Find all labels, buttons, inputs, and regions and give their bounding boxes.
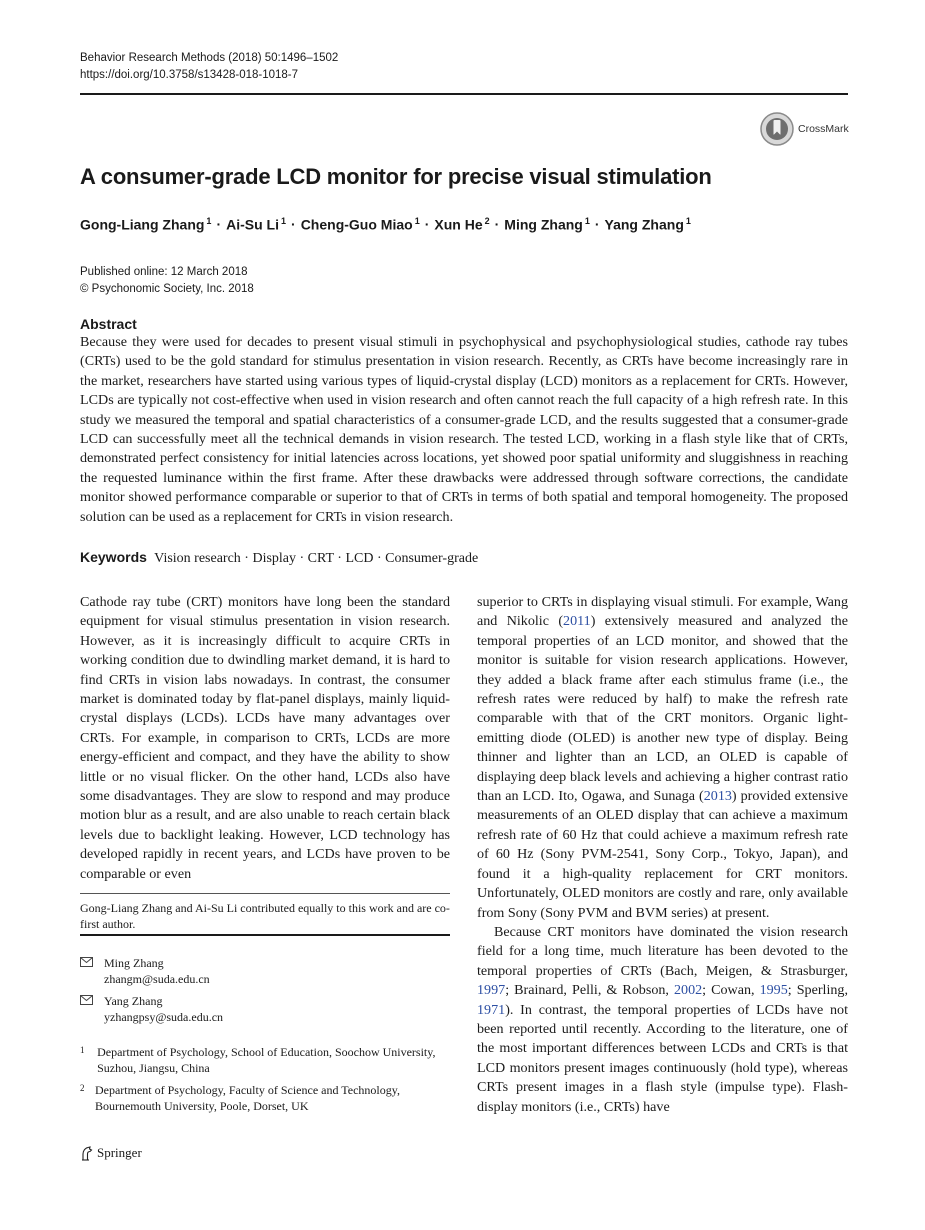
affiliation-text: Department of Psychology, School of Education, Soochow University, Suzhou, Jiangsu, China bbox=[97, 1045, 436, 1075]
publisher-name: Springer bbox=[97, 1145, 142, 1160]
keywords-line bbox=[80, 549, 478, 567]
affiliation bbox=[80, 1082, 450, 1114]
keywords-label: Keywords bbox=[80, 549, 147, 565]
affiliation-marker: 2 bbox=[484, 216, 490, 226]
affiliation bbox=[80, 1044, 450, 1076]
equal-contribution-note: Gong-Liang Zhang and Ai-Su Li contributed equally to this work and are co-first author. bbox=[80, 901, 450, 931]
envelope-icon bbox=[80, 993, 104, 1025]
contact-name: Yang Zhang bbox=[104, 994, 163, 1008]
author-list bbox=[80, 216, 691, 233]
affiliation-number: 2 bbox=[80, 1083, 85, 1093]
footnote-divider bbox=[80, 934, 450, 936]
author-name: Ming Zhang $^1$ bbox=[504, 216, 590, 233]
running-header bbox=[80, 50, 338, 84]
contact-email[interactable]: zhangm@suda.edu.cn bbox=[104, 972, 210, 986]
affiliation-number: 1 bbox=[80, 1045, 85, 1055]
affiliation-marker: 1 bbox=[281, 216, 287, 226]
citation-link[interactable]: 2011 bbox=[563, 613, 591, 630]
citation-link[interactable]: 2013 bbox=[703, 788, 732, 805]
citation-link[interactable]: 1997 bbox=[477, 982, 506, 999]
author-separator: · bbox=[594, 216, 600, 232]
publisher-logo bbox=[80, 1145, 142, 1161]
body-paragraph: Cathode ray tube (CRT) monitors have long been the standard equipment for visual stimulus presentation in vision research. However, as it is increasingly difficult to acquire CRTs in working condition due to dwindling market demand, it is hard to find CRTs in vision labs nowadays. In contrast, the consumer market is dominated today by flat-panel displays, mainly liquid-crystal displays (LCDs). LCDs have many advantages over CRTs. For example, in comparison to CRTs, LCDs are more energy-efficient and compact, and they have the ability to show little or no visual flicker. On the other hand, LCDs also have some disadvantages. They are slow to respond and may produce motion blur as a result, and are also unable to reach certain black levels due to backlight leaking. However, LCD technology has developed rapidly in recent years, and LCDs have proven to be comparable or even bbox=[80, 594, 450, 882]
citation-link[interactable]: 2002 bbox=[673, 982, 703, 999]
footnote-divider bbox=[80, 893, 450, 894]
author-name: Ai-Su Li $^1$ bbox=[226, 216, 287, 233]
doi-link[interactable]: https://doi.org/10.3758/s13428-018-1018-7 bbox=[80, 69, 299, 81]
body-column-right bbox=[477, 593, 848, 1117]
author-name: Gong-Liang Zhang $^1$ bbox=[80, 216, 212, 233]
contact-email[interactable]: yzhangpsy@suda.edu.cn bbox=[104, 1010, 224, 1024]
author-separator: · bbox=[291, 216, 296, 232]
affiliation-marker: 1 bbox=[685, 216, 691, 226]
contact-name: Ming Zhang bbox=[104, 956, 164, 970]
author-name: Yang Zhang $^1$ bbox=[604, 216, 691, 233]
crossmark-icon bbox=[760, 112, 794, 146]
body-paragraph: Because CRT monitors have dominated the vision research field for a long time, much literature has been devoted to the temporal properties of CRTs (Bach, Meigen, & Strasburger, 1997; Brainard, Pelli, & Robson, 2002; Cowan, 1995; Sperling, 1971). In contrast, the temporal properties of LCDs have not been reported until recently. According to the literature, one of the most important differences between LCDs and CRTs is that LCD monitors present images continuously (hold type), whereas CRTs present images in a flash style (impulse type). Flash-display monitors (i.e., CRTs) have bbox=[477, 923, 848, 1115]
abstract-heading: Abstract bbox=[80, 316, 137, 332]
affiliation-marker: 1 bbox=[206, 216, 212, 226]
header-divider bbox=[80, 93, 848, 95]
publication-info bbox=[80, 264, 254, 298]
author-name: Xun He $^2$ bbox=[434, 216, 490, 233]
corresponding-author bbox=[80, 993, 223, 1025]
author-separator: · bbox=[424, 216, 430, 232]
crossmark-label: CrossMark bbox=[798, 123, 849, 135]
affiliation-text: Department of Psychology, Faculty of Science and Technology, Bournemouth University, Poole, Dorset, UK bbox=[94, 1083, 400, 1113]
abstract-section bbox=[80, 316, 848, 527]
keywords-list: Vision research · Display · CRT · LCD · Consumer-grade bbox=[154, 551, 479, 566]
springer-horse-icon bbox=[80, 1146, 94, 1161]
affiliation-marker: 1 bbox=[414, 216, 420, 226]
affiliation-marker: 1 bbox=[584, 216, 590, 226]
copyright-notice: © Psychonomic Society, Inc. 2018 bbox=[80, 283, 254, 295]
journal-citation: Behavior Research Methods (2018) 50:1496–1502 bbox=[80, 52, 339, 64]
paper-title: A consumer-grade LCD monitor for precise visual stimulation bbox=[80, 164, 712, 189]
citation-link[interactable]: 1995 bbox=[759, 982, 788, 999]
author-separator: · bbox=[216, 216, 222, 232]
body-column-left bbox=[80, 593, 450, 884]
author-separator: · bbox=[494, 216, 500, 232]
body-paragraph: superior to CRTs in displaying visual stimuli. For example, Wang and Nikolic (2011) extensively measured and analyzed the temporal properties of an LCD monitor, and showed that the monitor is suitable for vision research applications. However, they added a black frame after each stimulus frame (i.e., the refresh rates were reduced by half) to make the refresh rate comparable with that of the CRT monitors. Organic light-emitting diode (OLED) is another new type of display. Being thinner and lighter than an LCD, an OLED is capable of displaying deep black levels and achieving a higher contrast ratio than an LCD. Ito, Ogawa, and Sunaga (2013) provided extensive measurements of an OLED display that can achieve a maximum refresh rate of 60 Hz that could achieve a maximum refresh rate of 60 Hz (Sony PVM-2541, Sony Corp., Tokyo, Japan), and found it a high-quality replacement for CRT monitors. Unfortunately, OLED monitors are costly and rare, only available from Sony (Sony PVM and BVM series) at present. bbox=[477, 594, 849, 921]
crossmark-badge[interactable] bbox=[760, 112, 849, 146]
author-name: Cheng-Guo Miao $^1$ bbox=[300, 216, 420, 233]
abstract-text: Because they were used for decades to present visual stimuli in psychophysical and psychophysiological studies, cathode ray tubes (CRTs) used to be the gold standard for stimulus presentation in vision research. Recently, as CRTs have become increasingly rare in the market, researchers have started using various types of liquid-crystal display (LCD) monitors as a replacement for CRTs. However, LCDs are typically not cost-effective when used in vision research and often cannot reach the full capacity of a high refresh rate. In this study we measured the temporal and spatial characteristics of a consumer-grade LCD, and the results suggested that a consumer-grade LCD can successfully meet all the technical demands in vision research. The tested LCD, working in a flash style like that of CRTs, demonstrated perfect consistency for initial latencies across locations, yet showed poor spatial uniformity and sluggishness in reaching the requested luminance within the first frame. After these drawbacks were addressed through software corrections, the candidate monitor showed performance comparable or superior to that of CRTs in terms of both spatial and temporal homogeneity. The proposed solution can be used as a replacement for CRTs in vision research. bbox=[80, 334, 848, 525]
corresponding-author bbox=[80, 955, 210, 987]
citation-link[interactable]: 1971 bbox=[477, 1001, 506, 1018]
envelope-icon bbox=[80, 955, 104, 987]
published-date: Published online: 12 March 2018 bbox=[80, 266, 248, 278]
